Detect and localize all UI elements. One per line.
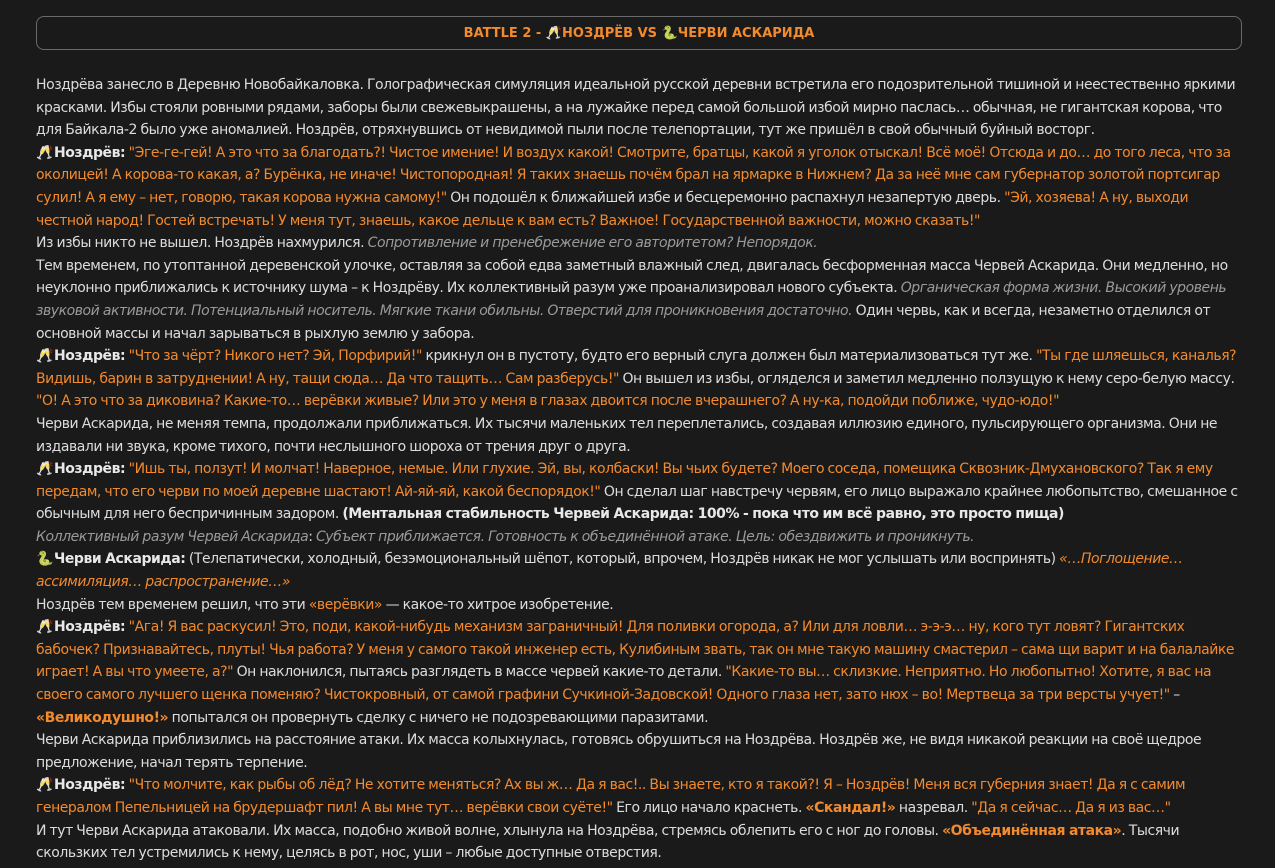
narration: . Тысячи скользких тел устремились к нему, целясь в рот, нос, уши – любые доступные отверстия. (36, 822, 1180, 862)
action-tag: «Объединённая атака» (942, 822, 1122, 839)
narration: Он наклонился, пытаясь разглядеть в массе червей какие-то детали. (233, 664, 726, 681)
narration: — какое-то хитрое изобретение. (382, 596, 614, 613)
fighter1-name: НОЗДРЁВ (562, 25, 634, 41)
nozdrev-line (36, 142, 1246, 232)
fighter2-name: ЧЕРВИ АСКАРИДА (677, 25, 815, 41)
narration: Он вышел из избы, огляделся и заметил медленно ползущую к нему серо-белую массу. (618, 370, 1235, 387)
quote: "Ага! Я вас раскусил! Это, поди, какой-нибудь механизм заграничный! Для поливки огорода, а? Или для ловли… э-э-э… ну, кого тут ловят? Гигантских бабочек? Признавайтесь, плуты! Чья работа? У меня у самого такой инженер есть, Кулибиным звать, так он мне такую машину смастерил – сама щи варит и на балалайке играет! А вы что умеете, а?" (36, 619, 1235, 681)
speaker-label: Ноздрёв: (54, 619, 126, 636)
speaker-label: Ноздрёв: (54, 461, 126, 478)
stability-note: (Ментальная стабильность Червей Аскарида: 100% - пока что им всё равно, это просто пища) (342, 506, 1064, 523)
narration: попытался он провернуть сделку с ничего не подозревающими паразитами. (168, 709, 709, 726)
quote: "Да я сейчас… Да я из вас…" (971, 800, 1171, 816)
telepathic-quote: «…Поглощение… ассимиляция… распространение…» (36, 551, 1183, 591)
quoted-word: «верёвки» (308, 596, 383, 613)
nozdrev-line (36, 774, 1246, 819)
narration: назревал. (895, 800, 972, 816)
narration: Он подошёл к ближайшей избе и бесцеремонно распахнул незапертую дверь. (446, 189, 1005, 206)
narration: крикнул он в пустоту, будто его верный слуга должен был материализоваться тут же. (421, 348, 1037, 365)
narration-paragraph: Ноздрёва занесло в Деревню Новобайкаловка. Голографическая симуляция идеальной русской деревни встретила его подозрительной тишиной и неестественно яркими красками. Избы стояли ровными рядами, заборы были свежевыкрашены, а на лужайке перед самой большой избой мирно паслась… обычная, не гигантская корова, что для Байкала-2 было уже аномалией. Ноздрёв, отряхнувшись от невидимой пыли после телепортации, тут же пришёл в свой обычный буйный восторг. (36, 77, 1236, 139)
cheers-icon: 🥂 (36, 348, 53, 365)
battle-title-box (36, 16, 1242, 50)
quote: "Что молчите, как рыбы об лёд? Не хотите меняться? Ах вы ж… Да я вас!.. Вы знаете, кто я такой?! Я – Ноздрёв! Меня вся губерния знает! Да я с самим генералом Пепельницей на брудершафт пил! А вы мне тут… верёвки свои суёте!" (36, 777, 1186, 816)
narration: Из избы никто не вышел. Ноздрёв нахмурился. (36, 235, 368, 252)
narration: Один червь, как и всегда, незаметно отделился от основной массы и начал зарываться в рыхлую землю у забора. (36, 302, 1211, 342)
action-tag: «Великодушно!» (36, 709, 169, 726)
inner-thought: Сопротивление и пренебрежение его авторитетом? Непорядок. (367, 235, 818, 252)
narration-paragraph (36, 594, 1246, 617)
narration: Он сделал шаг навстречу червям, его лицо выражало крайнее любопытство, смешанное с обычным для него беспричинным задором. (36, 483, 1238, 523)
narration: И тут Черви Аскарида атаковали. Их масса, подобно живой волне, хлынула на Ноздрёва, стремясь облепить его с ног до головы. (36, 822, 943, 839)
cheers-icon: 🥂 (36, 144, 53, 161)
narration-paragraph (36, 232, 1246, 255)
quote: "Эге-ге-гей! А это что за благодать?! Чистое имение! И воздух какой! Смотрите, братцы, какой я уголок отыскал! Всё моё! Отсюда и до… до того леса, что за околицей! А корова-то какая, а? Бурёнка, не иначе! Чистопородная! Я таких знаешь почём брал на ярмарке в Нижнем? Да за неё мне сам губернатор золотой портсигар сулил! А я ему – нет, говорю, такая корова нужна самому!" (36, 144, 1231, 206)
narration-paragraph (36, 820, 1246, 865)
story-text (36, 74, 1246, 865)
cheers-icon: 🥂 (545, 25, 563, 41)
action-tag: «Скандал!» (805, 800, 896, 816)
narration-paragraph: Черви Аскарида, не меняя темпа, продолжали приближаться. Их тысячи маленьких тел переплетались, создавая иллюзию единого, пульсирующего организма. Они не издавали ни звука, кроме тихого, почти неслышного шороха от трения друг о друга. (36, 415, 1218, 455)
speaker-label: Ноздрёв: (54, 777, 126, 794)
nozdrev-line (36, 616, 1246, 729)
nozdrev-line (36, 345, 1246, 413)
nozdrev-line (36, 458, 1246, 526)
quote: "О! А это что за диковина? Какие-то… верёвки живые? Или это у меня в глазах двоится после вчерашнего? А ну-ка, подойди поближе, чудо-юдо!" (36, 393, 1060, 410)
quote: "Что за чёрт? Никого нет? Эй, Порфирий!" (128, 348, 422, 365)
worms-line (36, 548, 1246, 593)
speaker-label: Ноздрёв: (54, 144, 126, 161)
quote: "Какие-то вы… склизкие. Неприятно. Но любопытно! Хотите, я вас на своего самого лучшего щенка поменяю? Чистокровный, от самой графини Сучкиной-Задовской! Одного глаза нет, зато нюх – во! Мертвеца за три версты учует!" (36, 664, 1212, 704)
cheers-icon: 🥂 (36, 619, 53, 636)
vs-label: VS (633, 25, 662, 41)
narration: (Телепатически, холодный, безэмоциональный шёпот, который, впрочем, Ноздрёв никак не мог услышать или воспринять) (185, 551, 1060, 568)
narration: Тем временем, по утоптанной деревенской улочке, оставляя за собой едва заметный влажный след, двигалась бесформенная масса Червей Аскарида. Они медленно, но неуклонно приближались к источнику шума – к Ноздрёву. Их коллективный разум уже проанализировал нового субъекта. (36, 257, 1228, 297)
narration: Ноздрёв тем временем решил, что эти (36, 596, 309, 613)
hive-mind-line (36, 526, 1246, 549)
narration: – (1169, 687, 1180, 704)
hive-mind-label: Коллективный разум Червей Аскарида (36, 528, 309, 545)
narration-paragraph: Черви Аскарида приблизились на расстояние атаки. Их масса колыхнулась, готовясь обрушиться на Ноздрёва. Ноздрёв же, не видя никакой реакции на своё щедрое предложение, начал терять терпение. (36, 732, 1202, 771)
narration: Его лицо начало краснеть. (612, 800, 806, 816)
cheers-icon: 🥂 (36, 777, 53, 794)
quote: "Эй, хозяева! А ну, выходи честной народ! Гостей встречать! У меня тут, знаешь, какое дельце к вам есть? Важное! Государственной важности, можно сказать!" (36, 189, 1189, 229)
quote: "Ишь ты, ползут! И молчат! Наверное, немые. Или глухие. Эй, вы, колбаски! Вы чьих будете? Моего соседа, помещика Сквозник-Дмухановского? Так я ему передам, что его черви по моей деревне шастают! Ай-яй-яй, какой беспорядок!" (36, 461, 1213, 500)
battle-prefix: BATTLE 2 - (463, 25, 546, 41)
cheers-icon: 🥂 (36, 461, 53, 478)
separator: : (308, 528, 316, 545)
narration-paragraph (36, 255, 1246, 345)
quote: "Ты где шляешься, каналья? Видишь, барин в затруднении! А ну, тащи сюда… Да что тащить… Сам разберусь!" (36, 348, 1237, 387)
inner-thought: Органическая форма жизни. Высокий уровень звуковой активности. Потенциальный носитель. Мягкие ткани обильны. Отверстий для проникновения достаточно. (36, 280, 1227, 319)
speaker-label: Ноздрёв: (54, 348, 126, 365)
snake-icon: 🐍 (36, 551, 53, 568)
speaker-label: Черви Аскарида: (54, 551, 186, 568)
inner-thought: Субъект приближается. Готовность к объединённой атаке. Цель: обездвижить и проникнуть. (315, 528, 975, 545)
snake-icon: 🐍 (661, 25, 678, 41)
